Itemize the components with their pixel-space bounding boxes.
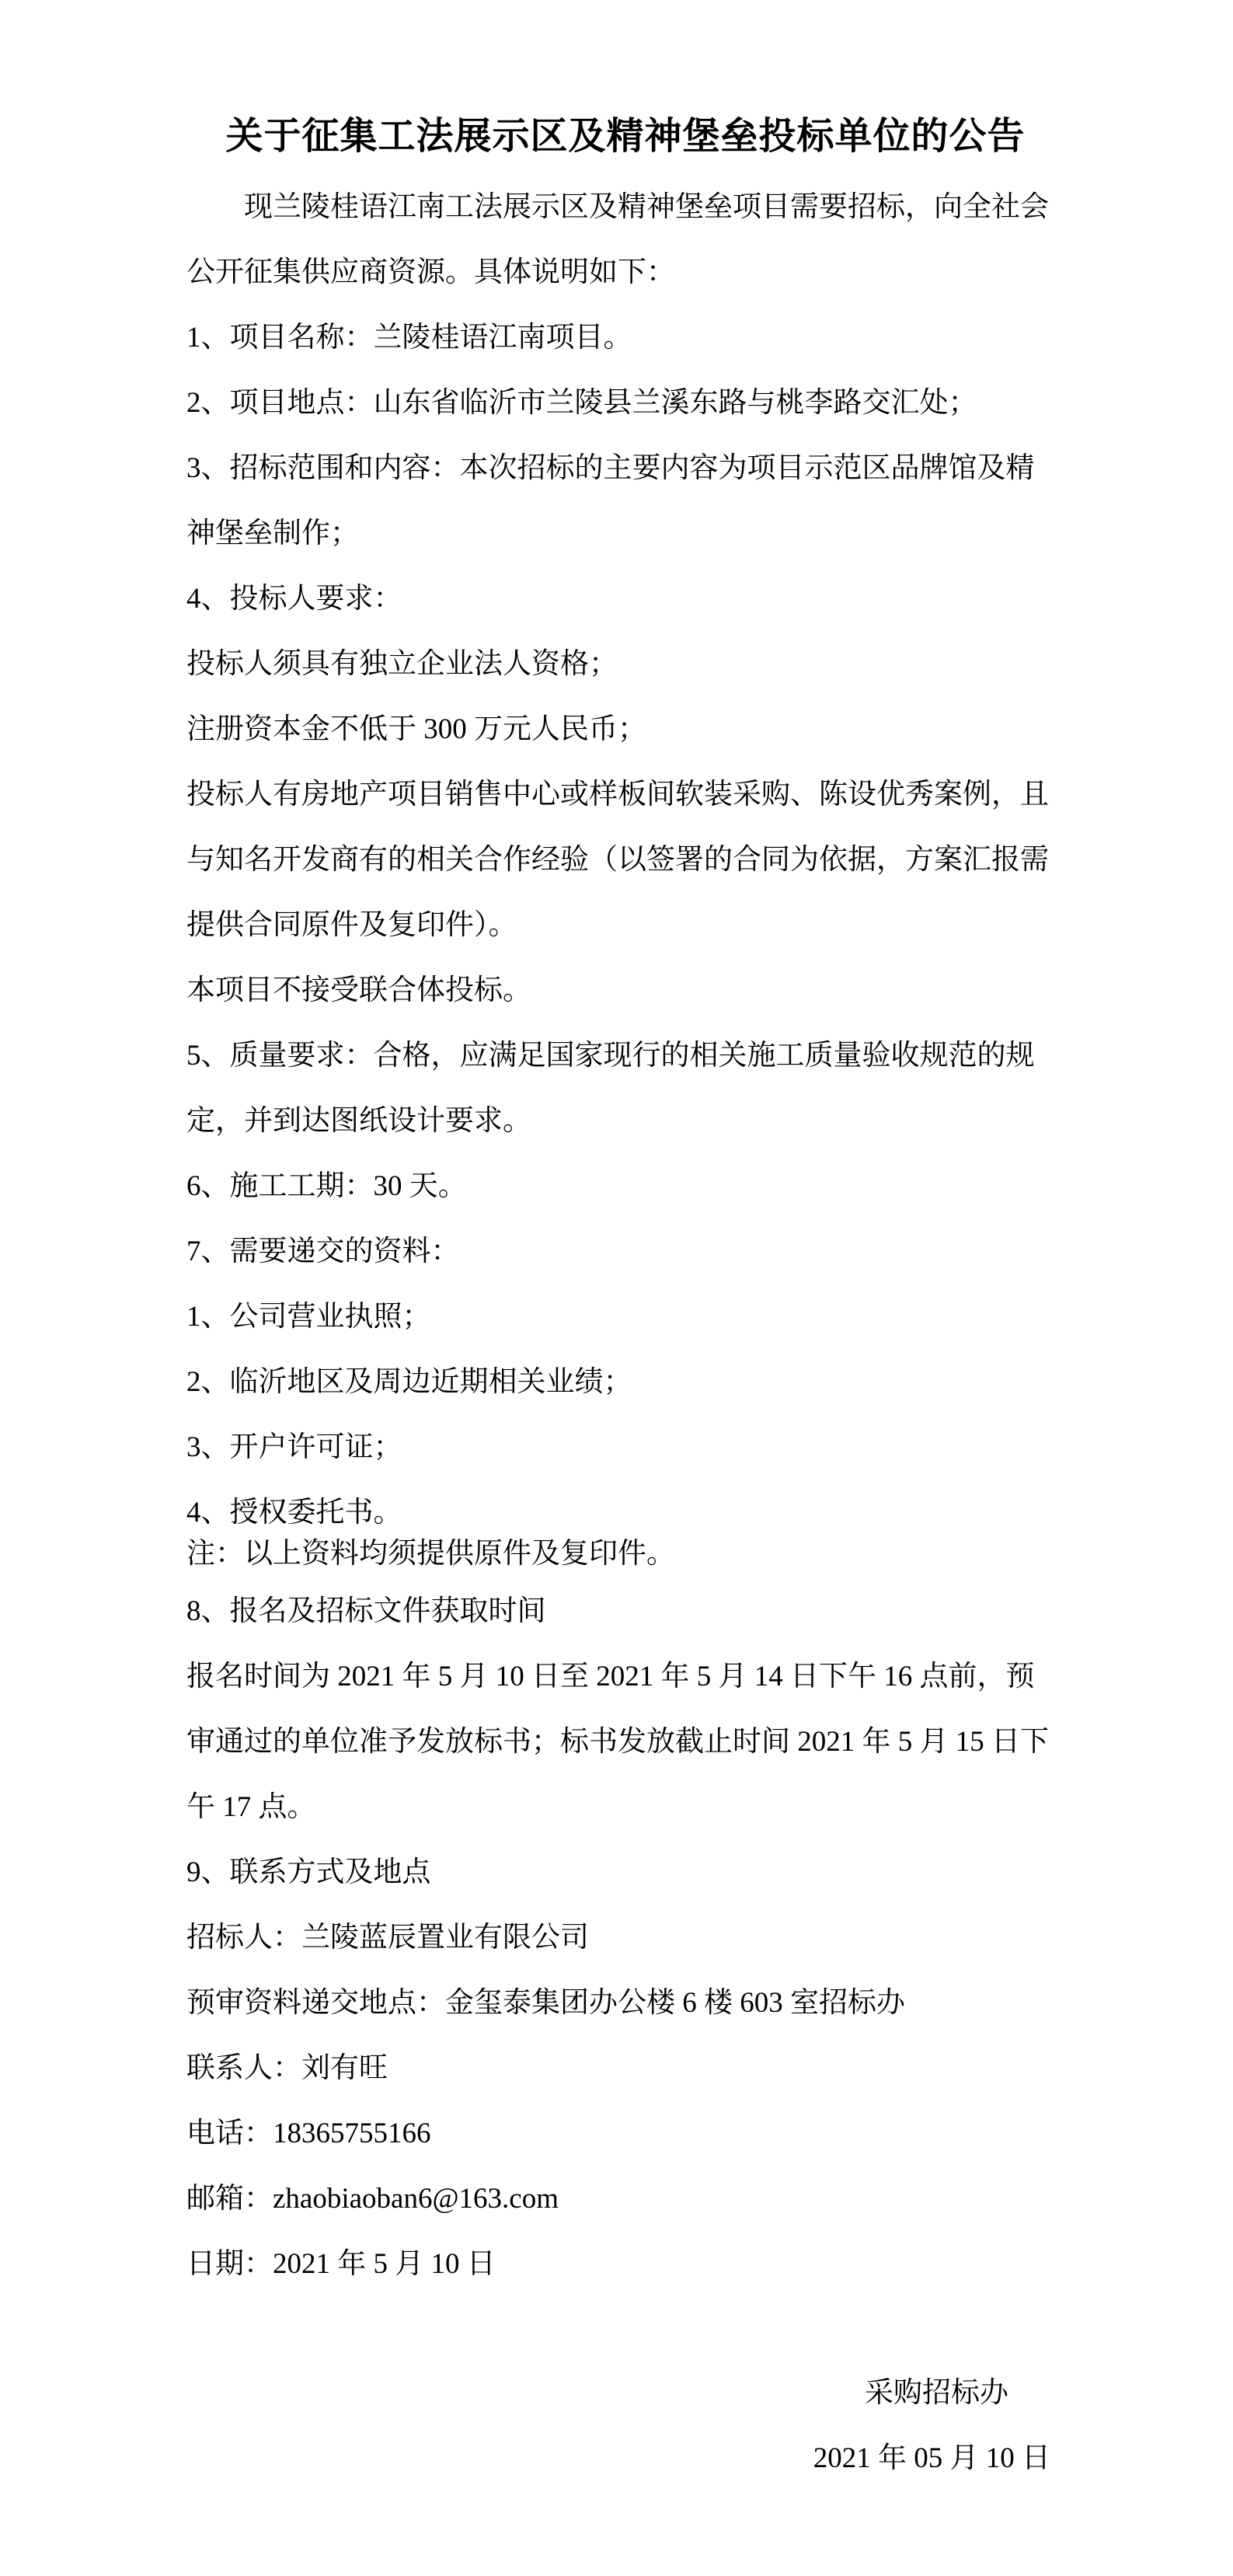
document-line: 3、开户许可证； [186, 1431, 402, 1463]
document-line: 投标人有房地产项目销售中心或样板间软装采购、陈设优秀案例，且 [186, 779, 1049, 810]
document-line: 预审资料递交地点：金玺泰集团办公楼 6 楼 603 室招标办 [186, 1987, 905, 2019]
document-body [186, 171, 1064, 2293]
document-line: 本项目不接受联合体投标。 [186, 974, 531, 1006]
signature-office: 采购招标办 [865, 2377, 1008, 2409]
document-line: 5、质量要求：合格，应满足国家现行的相关施工质量验收规范的规 [186, 1040, 1035, 1072]
document-line: 4、投标人要求： [186, 583, 402, 615]
document-title: 关于征集工法展示区及精神堡垒投标单位的公告 [225, 116, 1026, 157]
document-line: 邮箱：zhaobiaoban6@163.com [186, 2183, 559, 2215]
document-line: 6、施工工期：30 天。 [186, 1170, 467, 1202]
document-line: 提供合同原件及复印件）。 [186, 909, 517, 941]
document-line: 招标人：兰陵蓝辰置业有限公司 [186, 1922, 589, 1954]
signature-date: 2021 年 05 月 10 日 [813, 2442, 1050, 2474]
document-line: 2、项目地点：山东省临沂市兰陵县兰溪东路与桃李路交汇处； [186, 387, 977, 419]
document-line: 1、项目名称：兰陵桂语江南项目。 [186, 322, 632, 354]
document-line: 与知名开发商有的相关合作经验（以签署的合同为依据，方案汇报需 [186, 844, 1049, 876]
document-line: 审通过的单位准予发放标书；标书发放截止时间 2021 年 5 月 15 日下 [186, 1726, 1049, 1758]
document-line: 报名时间为 2021 年 5 月 10 日至 2021 年 5 月 14 日下午 16 点前，预 [186, 1661, 1035, 1692]
document-line: 注册资本金不低于 300 万元人民币； [186, 713, 646, 745]
document-line: 神堡垒制作； [186, 518, 359, 549]
document-line: 日期：2021 年 5 月 10 日 [186, 2248, 496, 2280]
document-line: 8、报名及招标文件获取时间 [186, 1595, 546, 1627]
document-line: 1、公司营业执照； [186, 1301, 431, 1333]
document-line: 2、临沂地区及周边近期相关业绩； [186, 1366, 632, 1398]
document-line: 午 17 点。 [186, 1791, 316, 1823]
document-line: 联系人：刘有旺 [186, 2052, 388, 2084]
document-line: 现兰陵桂语江南工法展示区及精神堡垒项目需要招标，向全社会 [244, 191, 1049, 223]
document-line: 7、需要递交的资料： [186, 1236, 460, 1267]
document-line: 注：以上资料均须提供原件及复印件。 [186, 1538, 675, 1570]
document-line: 3、招标范围和内容：本次招标的主要内容为项目示范区品牌馆及精 [186, 452, 1035, 484]
document-line: 9、联系方式及地点 [186, 1856, 431, 1888]
document-line: 电话：18365755166 [186, 2118, 431, 2149]
signature-block [186, 2357, 1064, 2487]
document-line: 投标人须具有独立企业法人资格； [186, 648, 618, 680]
document-line: 公开征集供应商资源。具体说明如下： [186, 256, 675, 288]
document-line: 4、授权委托书。 [186, 1497, 402, 1529]
document-line: 定，并到达图纸设计要求。 [186, 1105, 531, 1137]
